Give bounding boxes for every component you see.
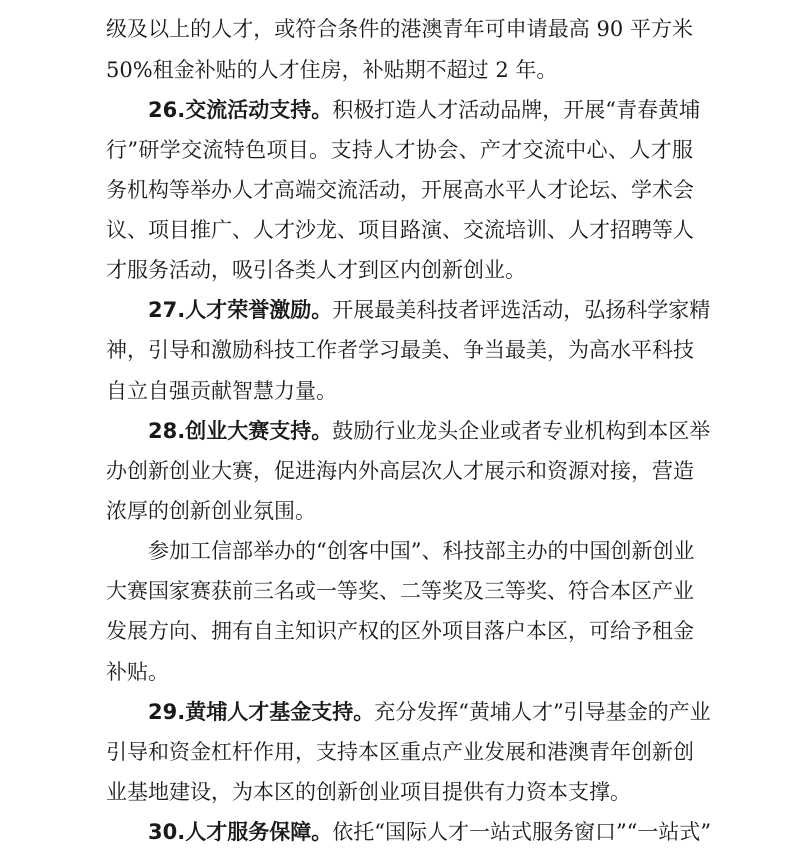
text-line: 神，引导和激励科技工作者学习最美、争当最美，为高水平科技 [106, 338, 694, 362]
section-heading: 28.创业大赛支持。 [148, 419, 333, 443]
section-body: 依托“国际人才一站式服务窗口”“一站式” [332, 820, 712, 844]
text-line: 议、项目推广、人才沙龙、项目路演、交流培训、人才招聘等人 [106, 218, 694, 242]
item-30-first-line [148, 812, 712, 852]
item-27-first-line [148, 290, 711, 330]
section-body: 积极打造人才活动品牌，开展“青春黄埔 [332, 98, 700, 122]
text-line: 发展方向、拥有自主知识产权的区外项目落户本区，可给予租金 [106, 619, 694, 643]
item-29-first-line [148, 692, 711, 732]
item-26-first-line [148, 90, 700, 130]
text-line: 浓厚的创新创业氛围。 [106, 499, 316, 523]
text-line: 务机构等举办人才高端交流活动，开展高水平人才论坛、学术会 [106, 178, 694, 202]
section-heading: 29.黄埔人才基金支持。 [148, 700, 375, 724]
section-body: 开展最美科技者评选活动，弘扬科学家精 [332, 298, 711, 322]
item-28-first-line [148, 411, 711, 451]
text-line: 办创新创业大赛，促进海内外高层次人才展示和资源对接，营造 [106, 459, 694, 483]
text-line: 级及以上的人才，或符合条件的港澳青年可申请最高 90 平方米 [106, 17, 693, 41]
text-line: 50%租金补贴的人才住房，补贴期不超过 2 年。 [106, 58, 558, 82]
section-body: 鼓励行业龙头企业或者专业机构到本区举 [332, 419, 711, 443]
text-line: 引导和资金杠杆作用，支持本区重点产业发展和港澳青年创新创 [106, 740, 694, 764]
text-line: 补贴。 [106, 660, 169, 684]
text-line: 自立自强贡献智慧力量。 [106, 379, 337, 403]
section-heading: 27.人才荣誉激励。 [148, 298, 333, 322]
text-line: 大赛国家赛获前三名或一等奖、二等奖及三等奖、符合本区产业 [106, 579, 694, 603]
section-heading: 26.交流活动支持。 [148, 98, 333, 122]
section-heading: 30.人才服务保障。 [148, 820, 333, 844]
text-line: 业基地建设，为本区的创新创业项目提供有力资本支撑。 [106, 780, 631, 804]
section-body: 充分发挥“黄埔人才”引导基金的产业 [374, 700, 711, 724]
text-line: 行”研学交流特色项目。支持人才协会、产才交流中心、人才服 [106, 138, 693, 162]
text-line: 才服务活动，吸引各类人才到区内创新创业。 [106, 258, 526, 282]
text-line: 参加工信部举办的“创客中国”、科技部主办的中国创新创业 [148, 539, 695, 563]
